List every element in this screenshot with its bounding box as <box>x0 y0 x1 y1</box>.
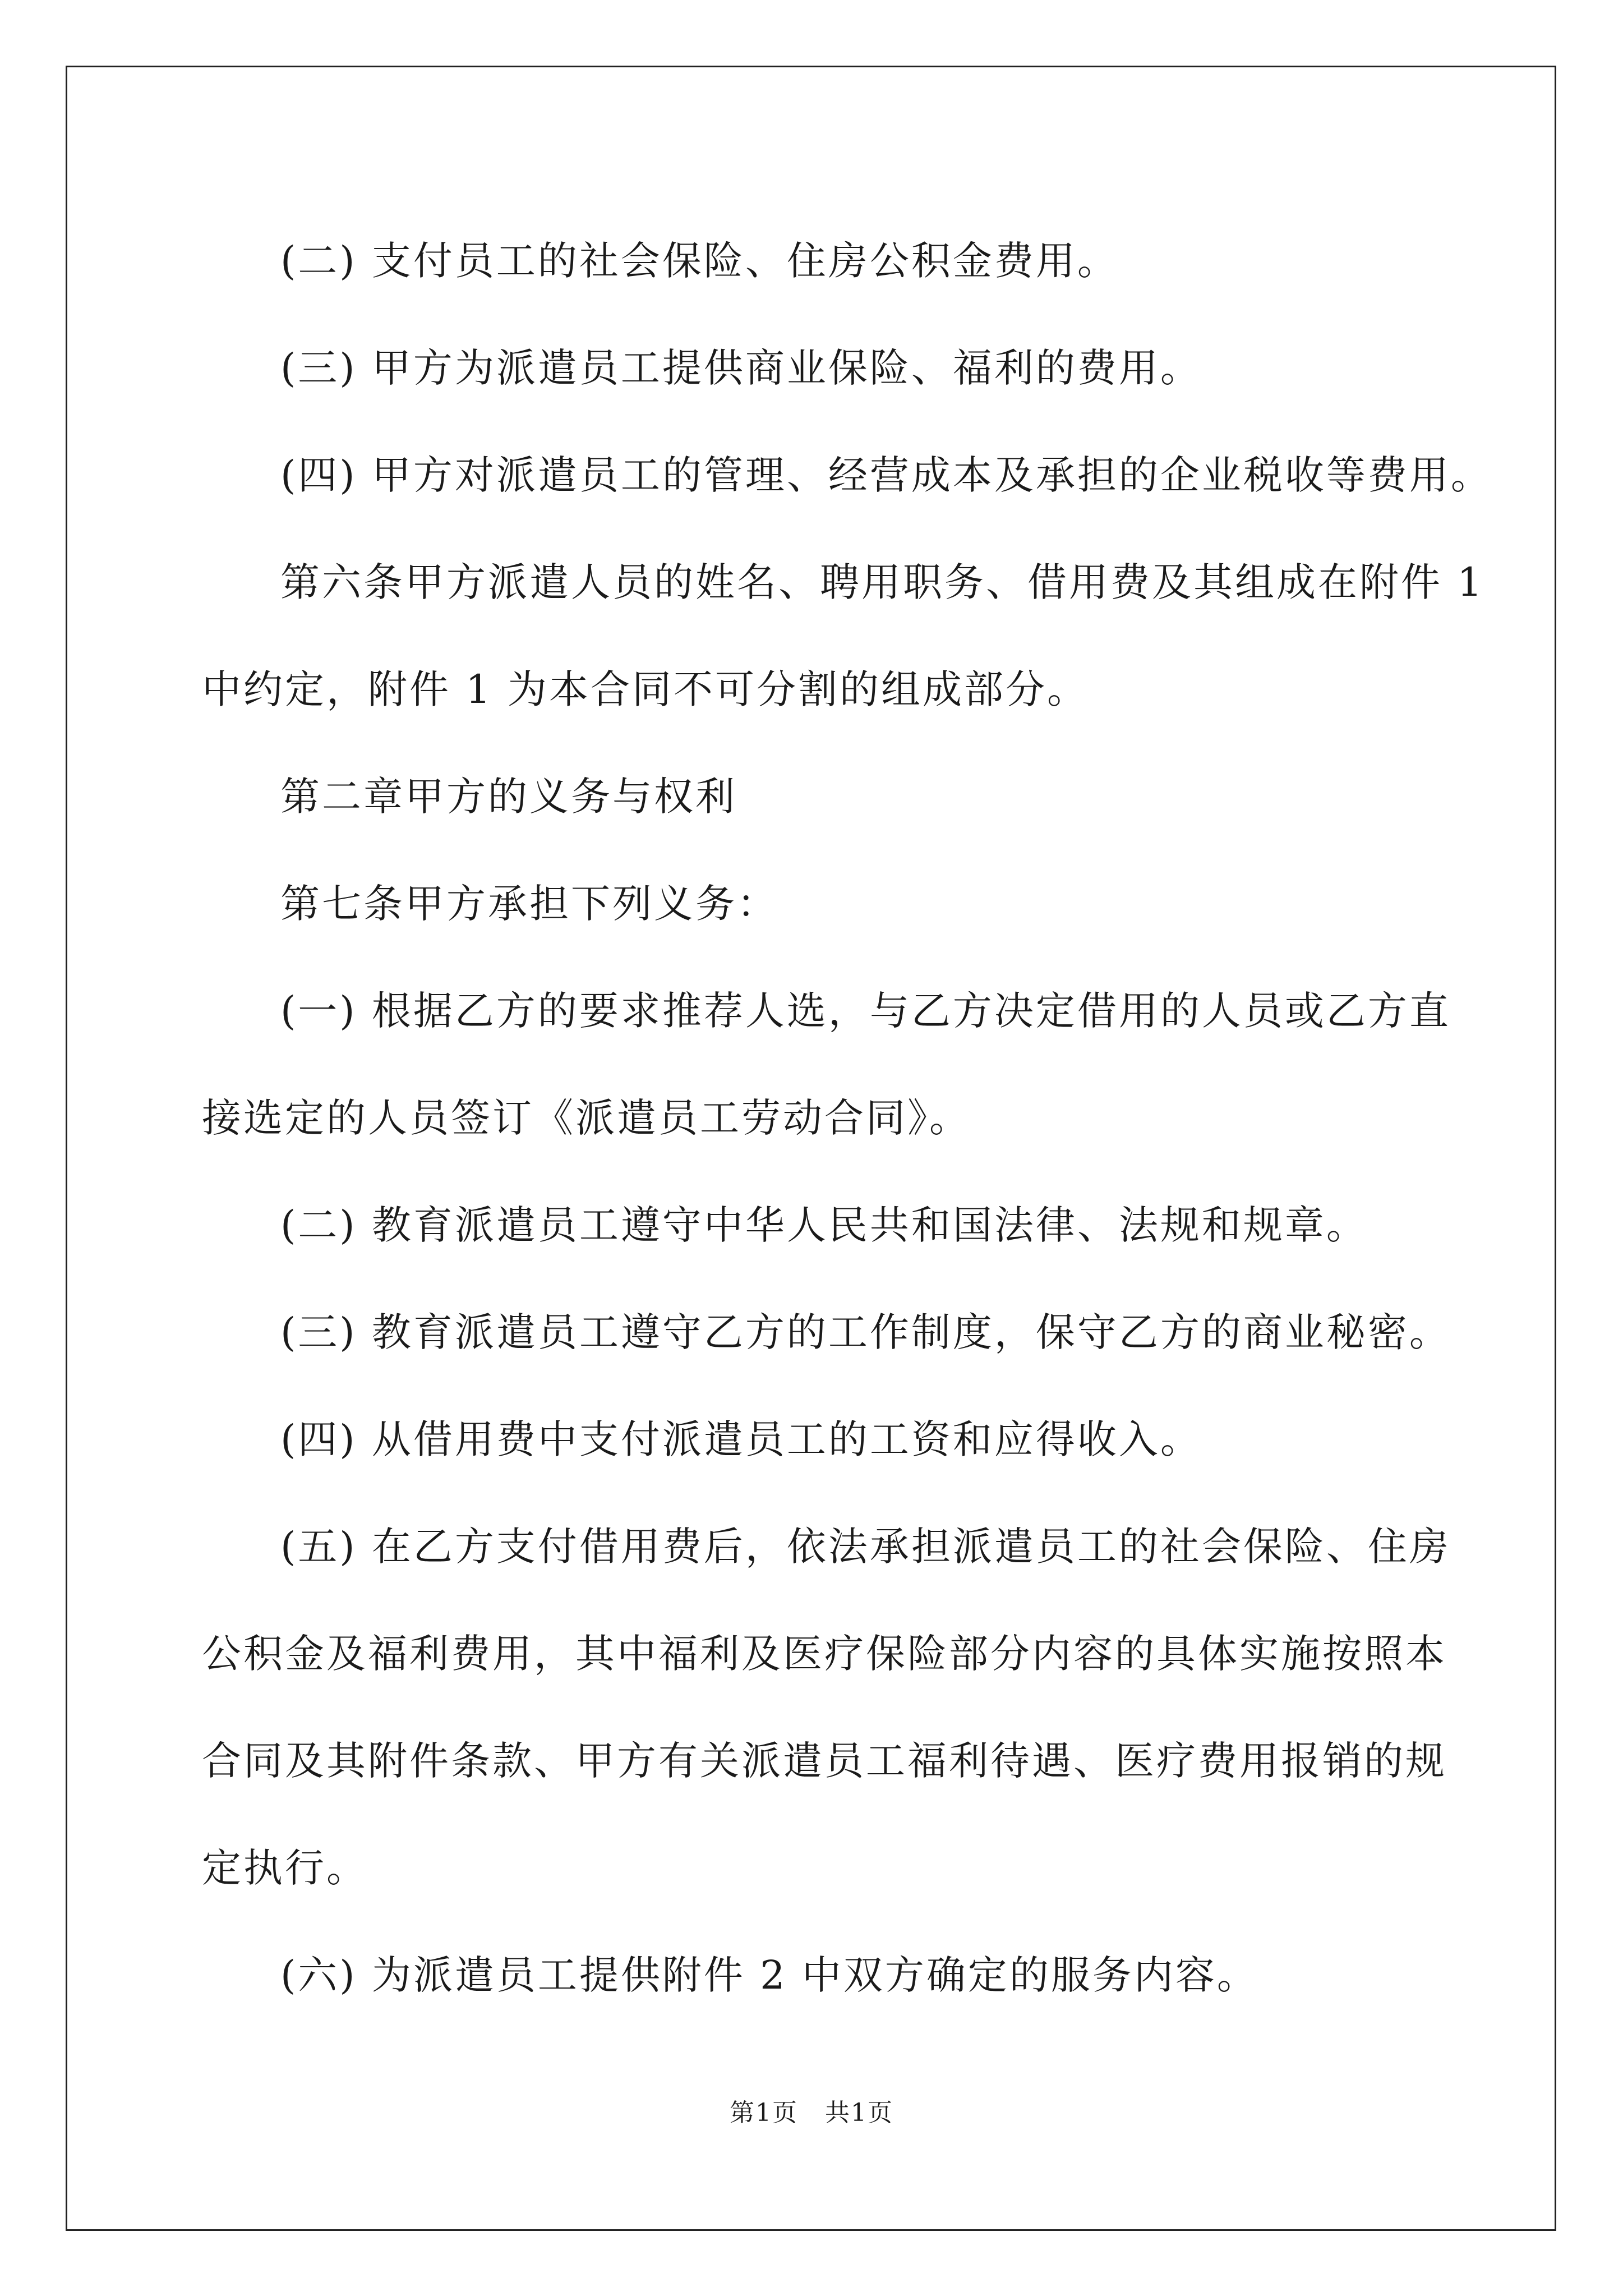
page-number: 第1页 <box>730 2099 799 2127</box>
paragraph-line: (二) 教育派遣员工遵守中华人民共和国法律、法规和规章。 <box>280 1202 1368 1248</box>
page-footer <box>0 2092 1623 2128</box>
paragraph-line: (四) 甲方对派遣员工的管理、经营成本及承担的企业税收等费用。 <box>280 452 1492 498</box>
paragraph-line: (三) 教育派遣员工遵守乙方的工作制度，保守乙方的商业秘密。 <box>280 1309 1451 1355</box>
paragraph-line: 接选定的人员签订《派遣员工劳动合同》。 <box>202 1095 971 1141</box>
paragraph-line: (四) 从借用费中支付派遣员工的工资和应得收入。 <box>280 1416 1202 1462</box>
paragraph-line: 合同及其附件条款、甲方有关派遣员工福利待遇、医疗费用报销的规 <box>202 1738 1447 1784</box>
page-total: 共1页 <box>824 2099 893 2127</box>
paragraph-line: 定执行。 <box>202 1845 368 1891</box>
article-heading: 第七条甲方承担下列义务： <box>280 881 778 927</box>
paragraph-line: (二) 支付员工的社会保险、住房公积金费用。 <box>280 238 1119 284</box>
paragraph-line: (三) 甲方为派遣员工提供商业保险、福利的费用。 <box>280 345 1202 391</box>
paragraph-line: (五) 在乙方支付借用费后，依法承担派遣员工的社会保险、住房 <box>280 1524 1451 1570</box>
paragraph-line: 第六条甲方派遣人员的姓名、聘用职务、借用费及其组成在附件 1 <box>280 559 1484 605</box>
chapter-heading: 第二章甲方的义务与权利 <box>280 774 737 820</box>
paragraph-line: (六) 为派遣员工提供附件 2 中双方确定的服务内容。 <box>280 1952 1258 1998</box>
paragraph-line: 公积金及福利费用，其中福利及医疗保险部分内容的具体实施按照本 <box>202 1631 1447 1677</box>
paragraph-line: 中约定，附件 1 为本合同不可分割的组成部分。 <box>202 666 1089 712</box>
document-body <box>202 208 1492 2029</box>
paragraph-line: (一) 根据乙方的要求推荐人选，与乙方决定借用的人员或乙方直 <box>280 988 1451 1034</box>
